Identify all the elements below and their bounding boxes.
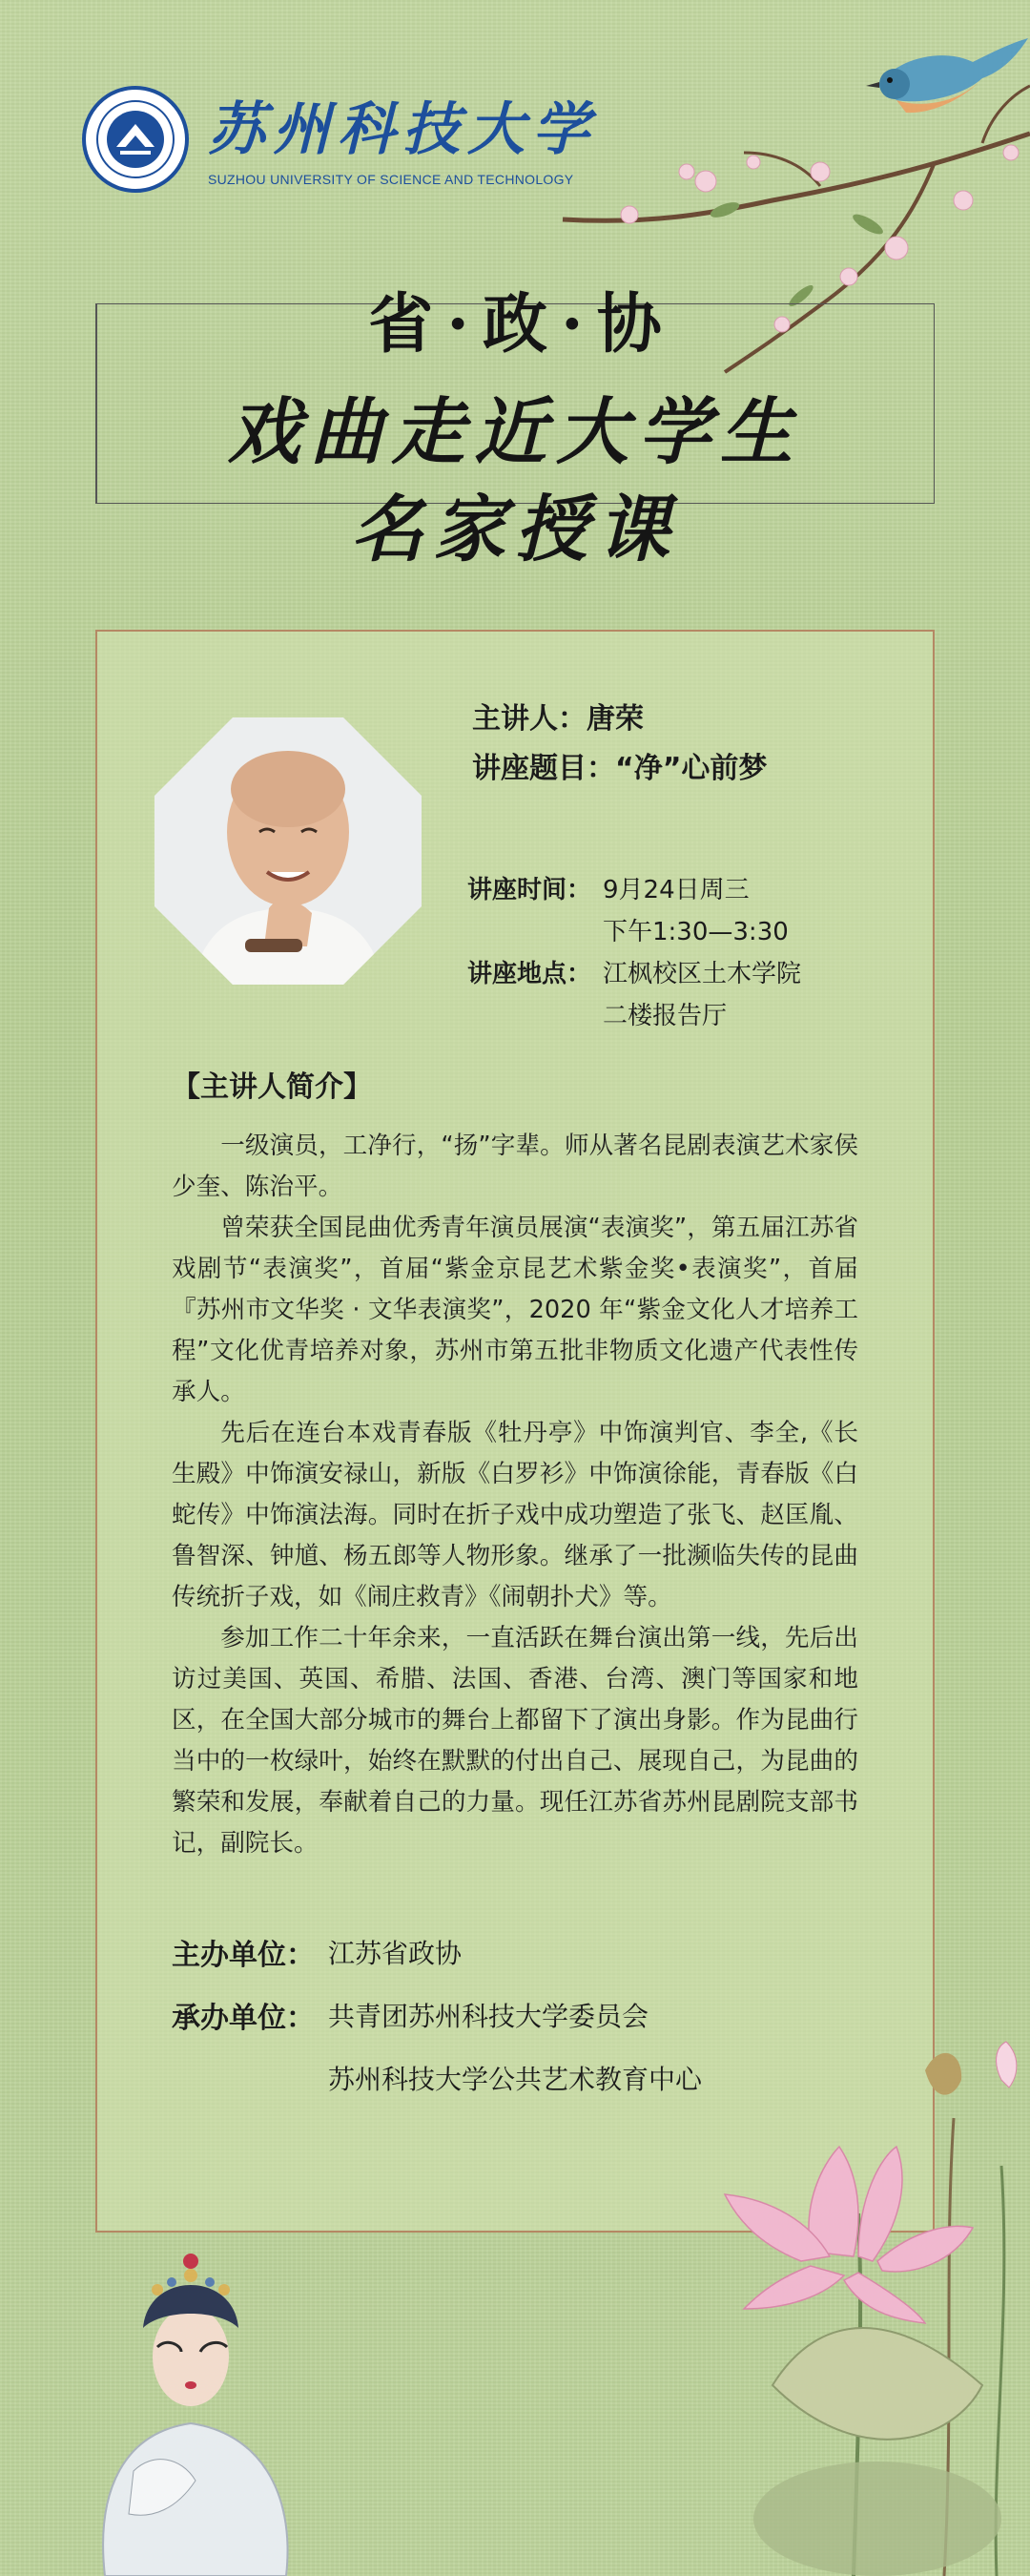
bio-heading: 【主讲人简介】 [172,1070,372,1104]
title-line-2: 戏曲走近大学生 [228,389,802,474]
title-line-3: 名家授课 [351,487,679,571]
co-host-value-2: 苏州科技大学公共艺术教育中心 [328,2064,703,2095]
bio-paragraph: 先后在连台本戏青春版《牡丹亭》中饰演判官、李全,《长生殿》中饰演安禄山，新版《白罗衫》中饰演徐能，青春版《白蛇传》中饰演法海。同时在折子戏中成功塑造了张飞、赵匡胤、鲁智深、钟馗、杨五郎等人物形象。继承了一批濒临失传的昆曲传统折子戏，如《闹庄救青》《闹朝扑犬》等。 [172,1419,858,1611]
time-value-hours: 下午1:30—3:30 [603,918,789,946]
host-value: 江苏省政协 [328,1938,463,1969]
co-host-label: 承办单位： [172,2002,315,2035]
title-char: 省 [368,286,434,363]
university-name-cn: 苏州科技大学 [208,96,597,163]
title-separator: · [446,286,469,363]
lotus-icon [668,2023,1030,2576]
co-host-value: 共青团苏州科技大学委员会 [328,2001,649,2032]
bio-paragraph: 曾荣获全国昆曲优秀青年演员展演“表演奖”，第五届江苏省戏剧节“表演奖”，首届“紫金京昆艺术紫金奖•表演奖”，首届『苏州市文华奖 · 文华表演奖”，2020 年“紫金文化人才培养工程”文化优青培养对象，苏州市第五批非物质文化遗产代表性传承人。 [172,1214,858,1406]
bio-text [172,1126,858,1864]
opera-figure-icon [76,2233,324,2576]
bio-paragraph: 参加工作二十年余来，一直活跃在舞台演出第一线，先后出访过美国、英国、希腊、法国、香港、台湾、澳门等国家和地区，在全国大部分城市的舞台上都留下了演出身影。作为昆曲行当中的一枚绿叶，始终在默默的付出自己、展现自己，为昆曲的繁荣和发展，奉献着自己的力量。现任江苏省苏州昆剧院支部书记，副院长。 [172,1624,858,1858]
title-char: 政 [482,286,547,363]
lecture-topic: 讲座题目：“净”心前梦 [472,752,768,785]
title-separator: · [561,286,584,363]
place-label: 讲座地点： [467,960,592,988]
speaker-photo [154,717,422,985]
bird-icon [858,19,1030,134]
time-label: 讲座时间： [467,876,592,904]
host-label: 主办单位： [172,1939,315,1972]
place-value-building: 江枫校区土木学院 [603,960,802,988]
university-name-en: SUZHOU UNIVERSITY OF SCIENCE AND TECHNOLOGY [208,172,574,187]
bio-paragraph: 一级演员，工净行，“扬”字辈。师从著名昆剧表演艺术家侯少奎、陈治平。 [172,1132,858,1201]
university-logo-icon [82,86,189,193]
title-line-1 [0,273,1030,365]
time-value-date: 9月24日周三 [603,876,750,904]
speaker-name: 主讲人：唐荣 [472,702,644,736]
title-char: 协 [596,286,662,363]
place-value-room: 二楼报告厅 [603,1002,728,1030]
